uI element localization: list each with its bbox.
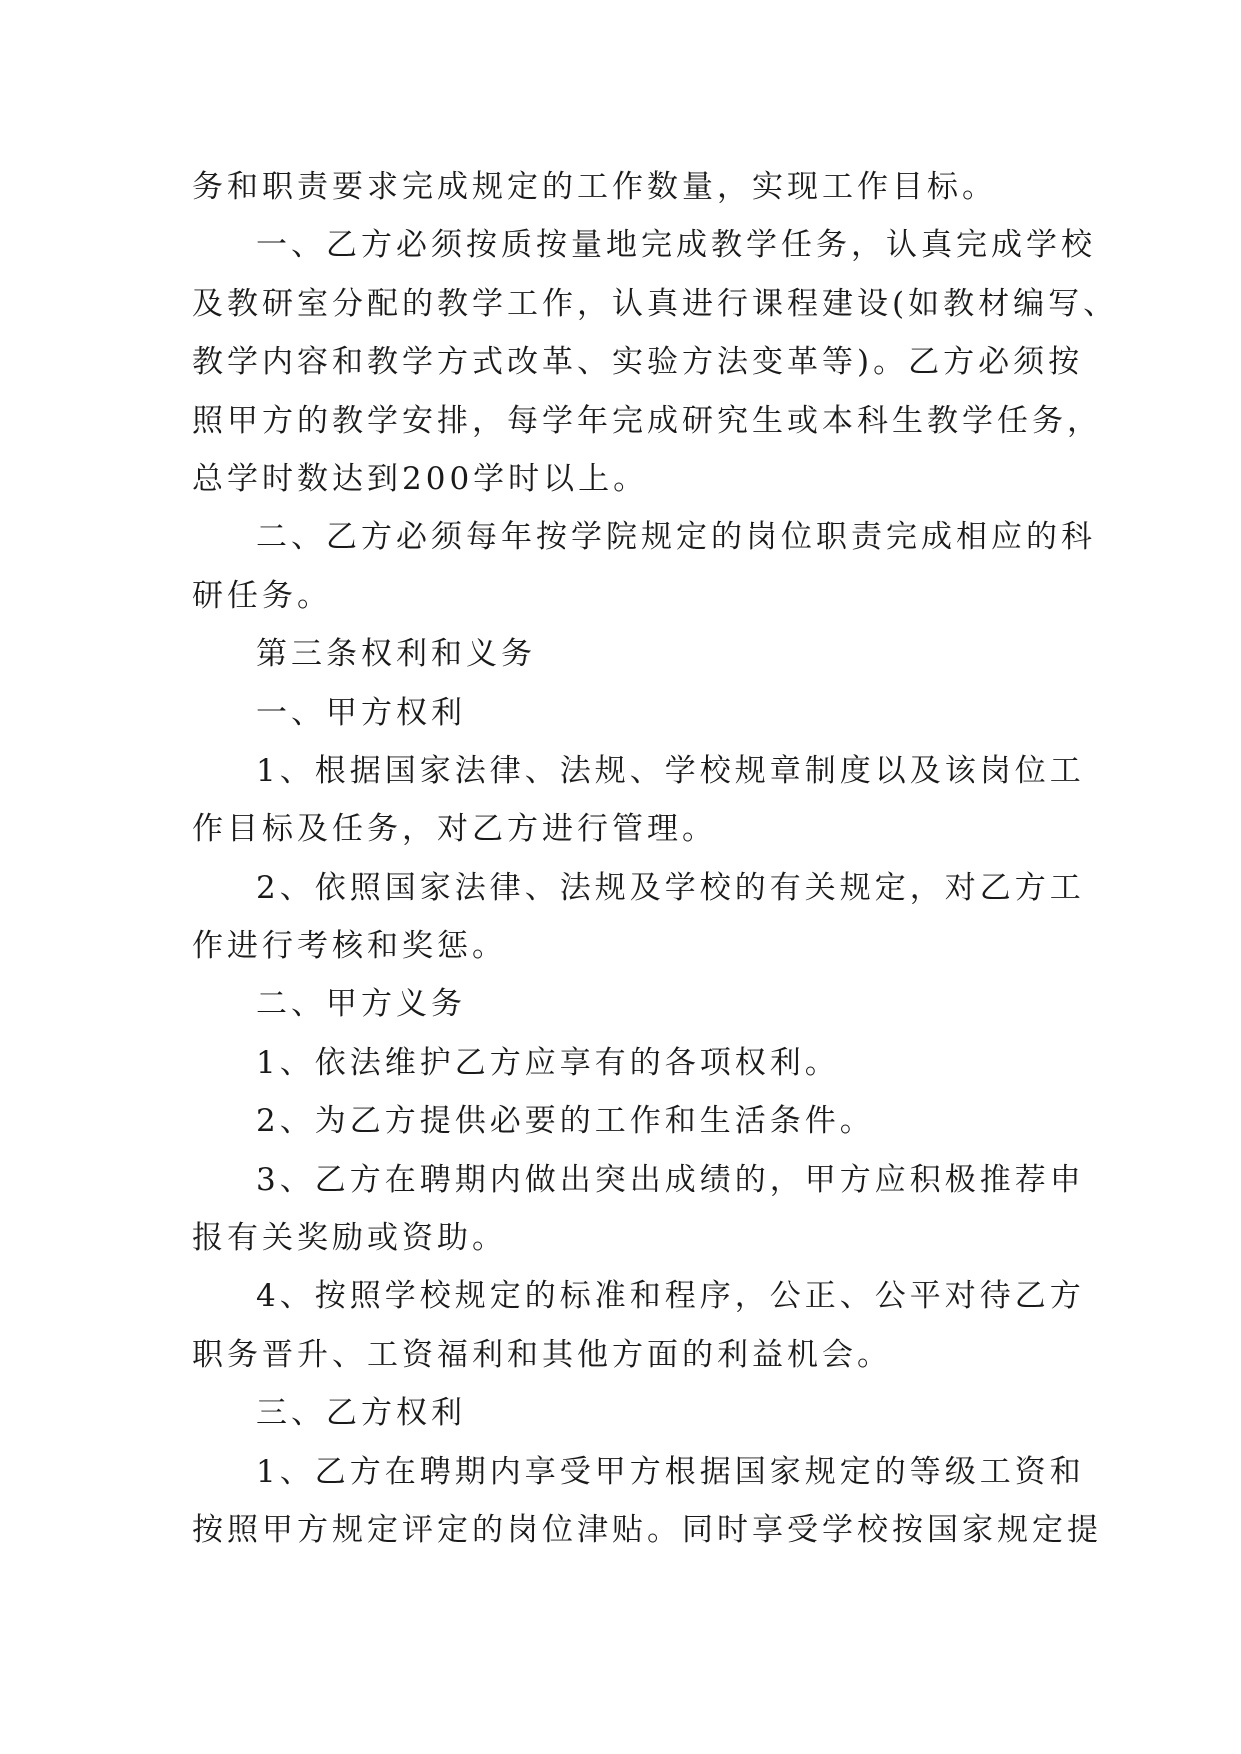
- text-line: 教学内容和教学方式改革、实验方法变革等)。乙方必须按: [192, 344, 1084, 381]
- text-line: 总学时数达到200学时以上。: [192, 460, 649, 497]
- text-line: 一、乙方必须按质按量地完成教学任务，认真完成学校: [256, 227, 1096, 264]
- document-body: [192, 158, 1119, 1559]
- text-line: 4、按照学校规定的标准和程序，公正、公平对待乙方: [256, 1278, 1085, 1315]
- text-line: 按照甲方规定评定的岗位津贴。同时享受学校按国家规定提: [192, 1511, 1102, 1548]
- text-line: 1、乙方在聘期内享受甲方根据国家规定的等级工资和: [256, 1453, 1085, 1490]
- text-line: 报有关奖励或资助。: [192, 1220, 507, 1257]
- text-line: 3、乙方在聘期内做出突出成绩的，甲方应积极推荐申: [256, 1161, 1085, 1198]
- text-line: 研任务。: [192, 577, 332, 614]
- text-line: 及教研室分配的教学工作，认真进行课程建设(如教材编写、: [192, 285, 1119, 322]
- subsection-heading: 二、甲方义务: [256, 986, 466, 1023]
- text-line: 2、为乙方提供必要的工作和生活条件。: [256, 1103, 875, 1140]
- text-line: 2、依照国家法律、法规及学校的有关规定，对乙方工: [256, 869, 1085, 906]
- subsection-heading: 一、甲方权利: [256, 694, 466, 731]
- section-heading: 第三条权利和义务: [256, 636, 536, 673]
- text-line: 1、依法维护乙方应享有的各项权利。: [256, 1044, 840, 1081]
- text-line: 作进行考核和奖惩。: [192, 928, 507, 965]
- text-line: 照甲方的教学安排，每学年完成研究生或本科生教学任务，: [192, 402, 1102, 439]
- subsection-heading: 三、乙方权利: [256, 1395, 466, 1432]
- text-line: 作目标及任务，对乙方进行管理。: [192, 811, 717, 848]
- text-line: 职务晋升、工资福利和其他方面的利益机会。: [192, 1336, 892, 1373]
- text-line: 二、乙方必须每年按学院规定的岗位职责完成相应的科: [256, 519, 1096, 556]
- text-line: 务和职责要求完成规定的工作数量，实现工作目标。: [192, 169, 997, 205]
- text-line: 1、根据国家法律、法规、学校规章制度以及该岗位工: [256, 752, 1085, 789]
